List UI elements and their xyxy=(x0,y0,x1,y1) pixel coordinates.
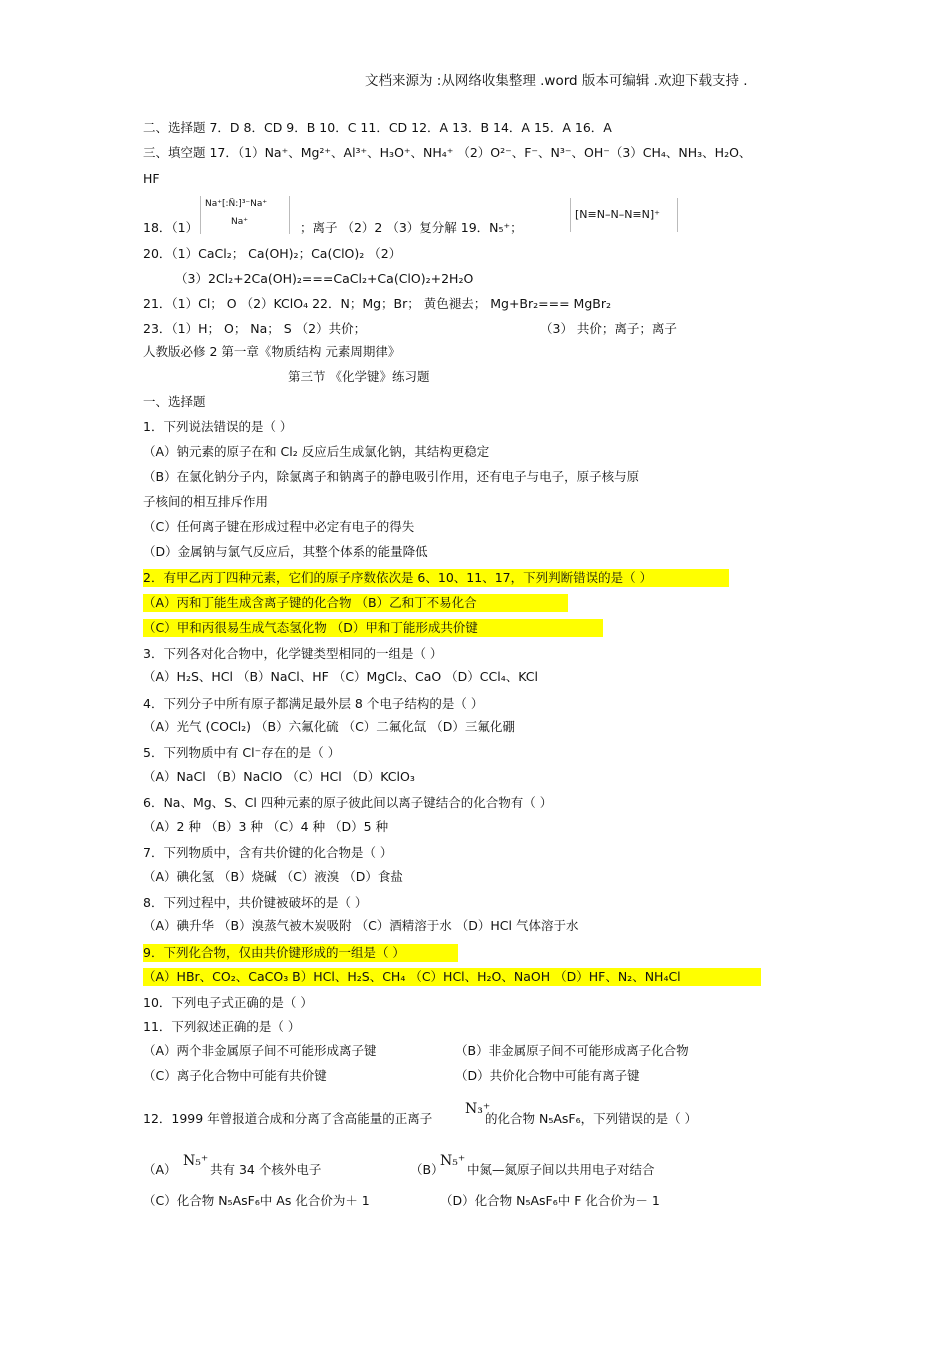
answer-fill-line-cont: HF xyxy=(143,171,160,186)
n5-cation-symbol: N₅⁺ xyxy=(440,1153,466,1169)
n5-cation-symbol: N₅⁺ xyxy=(183,1153,209,1169)
q1-option-a: （A）钠元素的原子在和 Cl₂ 反应后生成氯化钠，其结构更稳定 xyxy=(143,444,490,459)
structure-formula-image xyxy=(570,198,678,232)
q2-options-ab: （A）丙和丁能生成含离子键的化合物 （B）乙和丁不易化合 xyxy=(143,594,568,612)
q12-option-b-label: （B） xyxy=(410,1162,444,1177)
q3-options: （A）H₂S、HCl （B）NaCl、HF （C）MgCl₂、CaO （D）CCl₄、KCl xyxy=(143,669,538,684)
question-5: 5．下列物质中有 Cl⁻存在的是（ ） xyxy=(143,745,341,760)
q1-option-b: （B）在氯化钠分子内，除氯离子和钠离子的静电吸引作用，还有电子与电子，原子核与原 xyxy=(143,469,640,484)
question-11: 11．下列叙述正确的是（ ） xyxy=(143,1019,301,1034)
question-6: 6．Na、Mg、S、Cl 四种元素的原子彼此间以离子键结合的化合物有（ ） xyxy=(143,795,553,810)
q9-options: （A）HBr、CO₂、CaCO₃ B）HCl、H₂S、CH₄ （C）HCl、H₂O、NaOH （D）HF、N₂、NH₄Cl xyxy=(143,968,761,986)
q11-option-c: （C）离子化合物中可能有共价键 xyxy=(143,1068,327,1083)
answer-q23: 23．（1）H； O； Na； S （2）共价； xyxy=(143,321,367,336)
answer-fill-line: 三、填空题 17．（1）Na⁺、Mg²⁺、Al³⁺、H₃O⁺、NH₄⁺ （2）O²⁻、F⁻、N³⁻、OH⁻（3）CH₄、NH₃、H₂O、 xyxy=(143,145,752,160)
q12-option-b: 中氮—氮原子间以共用电子对结合 xyxy=(467,1162,655,1177)
q11-option-d: （D）共价化合物中可能有离子键 xyxy=(455,1068,640,1083)
q8-options: （A）碘升华 （B）溴蒸气被木炭吸附 （C）酒精溶于水 （D）HCl 气体溶于水 xyxy=(143,918,579,933)
answer-choice-line: 二、选择题 7．D 8．CD 9．B 10．C 11．CD 12．A 13．B 14．A 15．A 16．A xyxy=(143,120,612,135)
q12-option-a-label: （A） xyxy=(143,1162,177,1177)
q7-options: （A）碘化氢 （B）烧碱 （C）液溴 （D）食盐 xyxy=(143,869,403,884)
question-12-cont: 的化合物 N₅AsF₆，下列错误的是（ ） xyxy=(485,1111,698,1126)
electron-formula-image xyxy=(200,196,290,234)
q12-option-d: （D）化合物 N₅AsF₆中 F 化合价为－ 1 xyxy=(440,1193,660,1208)
question-9: 9．下列化合物，仅由共价键形成的一组是（ ） xyxy=(143,944,458,962)
page-header: 文档来源为 :从网络收集整理 .word 版本可编辑 .欢迎下载支持 . xyxy=(365,73,748,89)
q11-option-b: （B）非金属原子间不可能形成离子化合物 xyxy=(455,1043,689,1058)
question-4: 4．下列分子中所有原子都满足最外层 8 个电子结构的是（ ） xyxy=(143,696,484,711)
q1-option-c: （C）任何离子键在形成过程中必定有电子的得失 xyxy=(143,519,415,534)
question-10: 10．下列电子式正确的是（ ） xyxy=(143,995,313,1010)
question-8: 8．下列过程中，共价键被破坏的是（ ） xyxy=(143,895,368,910)
question-3: 3．下列各对化合物中，化学键类型相同的一组是（ ） xyxy=(143,646,443,661)
q2-options-cd: （C）甲和丙很易生成气态氢化物 （D）甲和丁能形成共价键 xyxy=(143,619,603,637)
book-title: 人教版必修 2 第一章《物质结构 元素周期律》 xyxy=(143,344,401,359)
question-1: 1．下列说法错误的是（ ） xyxy=(143,419,293,434)
answer-q20: 20．（1）CaCl₂； Ca(OH)₂；Ca(ClO)₂ （2） xyxy=(143,246,402,261)
q12-option-c: （C）化合物 N₅AsF₆中 As 化合价为＋ 1 xyxy=(143,1193,370,1208)
q1-option-d: （D）金属钠与氯气反应后，其整个体系的能量降低 xyxy=(143,544,428,559)
part-title: 一、选择题 xyxy=(143,394,206,409)
section-title: 第三节 《化学键》练习题 xyxy=(288,369,430,384)
answer-q20-3: （3）2Cl₂+2Ca(OH)₂===CaCl₂+Ca(ClO)₂+2H₂O xyxy=(175,271,474,286)
n-cation-symbol: N₃⁺ xyxy=(465,1101,491,1117)
q5-options: （A）NaCl （B）NaClO （C）HCl （D）KClO₃ xyxy=(143,769,415,784)
answer-q23-3: （3） 共价；离子；离子 xyxy=(540,321,677,336)
question-2: 2．有甲乙丙丁四种元素，它们的原子序数依次是 6、10、11、17，下列判断错误的是（ ） xyxy=(143,569,729,587)
q4-options: （A）光气 (COCl₂) （B）六氟化硫 （C）二氟化氙 （D）三氟化硼 xyxy=(143,719,515,734)
electron-formula-top: Na⁺[:N̈:]³⁻Na⁺ xyxy=(205,199,268,209)
structure-formula: [N≡N–N–N≡N]⁺ xyxy=(575,208,660,221)
answer-q18-prefix: 18．（1） xyxy=(143,220,199,235)
q12-option-a: 共有 34 个核外电子 xyxy=(210,1162,322,1177)
answer-q18-q19: ；离子 （2）2 （3）复分解 19．N₅⁺； xyxy=(300,220,523,235)
electron-formula-bottom: Na⁺ xyxy=(231,217,248,227)
q1-option-b-cont: 子核间的相互排斥作用 xyxy=(143,494,269,509)
answer-q21-22: 21．（1）Cl； O （2）KClO₄ 22．N；Mg；Br； 黄色褪去； Mg+Br₂=== MgBr₂ xyxy=(143,296,611,311)
q6-options: （A）2 种 （B）3 种 （C）4 种 （D）5 种 xyxy=(143,819,389,834)
question-12: 12．1999 年曾报道合成和分离了含高能量的正离子 xyxy=(143,1111,433,1126)
q11-option-a: （A）两个非金属原子间不可能形成离子键 xyxy=(143,1043,377,1058)
question-7: 7．下列物质中，含有共价键的化合物是（ ） xyxy=(143,845,393,860)
